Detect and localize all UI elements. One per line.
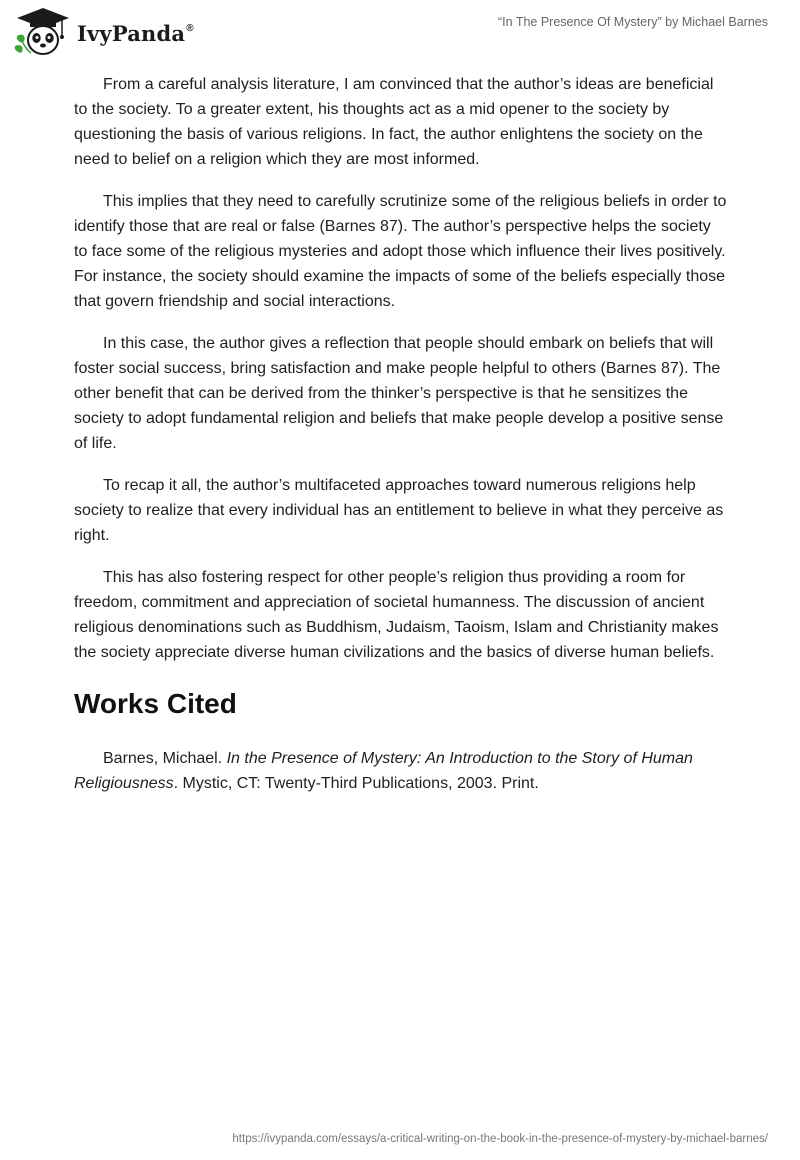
brand-name: IvyPanda® [77, 20, 194, 46]
works-cited-heading: Works Cited [74, 688, 237, 719]
essay-content [74, 72, 728, 813]
paragraph: From a careful analysis literature, I am convinced that the author’s ideas are beneficial to the society. To a greater extent, his thoughts act as a mid opener to the society by questioning the basis of various religions. In fact, the author enlightens the society on the need to belief on a religion which they are most informed. [74, 76, 714, 168]
page-header [0, 0, 800, 64]
source-url[interactable]: https://ivypanda.com/essays/a-critical-writing-on-the-book-in-the-presence-of-mystery-by-michael-barnes/ [232, 1133, 768, 1145]
paragraph: This implies that they need to carefully scrutinize some of the religious beliefs in order to identify those that are real or false (Barnes 87). The author’s perspective helps the society to face some of the religious mysteries and adopt those which influence their lives positively. For instance, the society should examine the impacts of some of the beliefs especially those that govern friendship and social interactions. [74, 193, 727, 310]
registered-mark: ® [186, 22, 194, 34]
document-title: “In The Presence Of Mystery” by Michael Barnes [497, 15, 768, 29]
citation-entry [74, 746, 728, 796]
paragraph: In this case, the author gives a reflection that people should embark on beliefs that will foster social success, bring satisfaction and make people helpful to others (Barnes 87). The other benefit that can be derived from the thinker’s perspective is that he sensitizes the society to adopt fundamental religion and beliefs that make people develop a positive sense of life. [74, 335, 724, 452]
citation-author: Barnes, Michael. [103, 750, 227, 767]
paragraph: This has also fostering respect for other people’s religion thus providing a room for freedom, commitment and appreciation of societal humanness. The discussion of ancient religious denominations such as Buddhism, Judaism, Taoism, Islam and Christianity makes the society appreciate diverse human civilizations and the basics of diverse human beliefs. [74, 569, 719, 661]
ivypanda-logo[interactable] [14, 6, 194, 58]
citation-title: In the Presence of Mystery: An Introduction to the Story of Human Religiousness [74, 750, 693, 792]
panda-graduate-icon [14, 6, 72, 58]
paragraph: To recap it all, the author’s multifaceted approaches toward numerous religions help society to realize that every individual has an entitlement to believe in what they perceive as right. [74, 477, 724, 544]
citation-publication: . Mystic, CT: Twenty-Third Publications, 2003. Print. [173, 775, 539, 792]
